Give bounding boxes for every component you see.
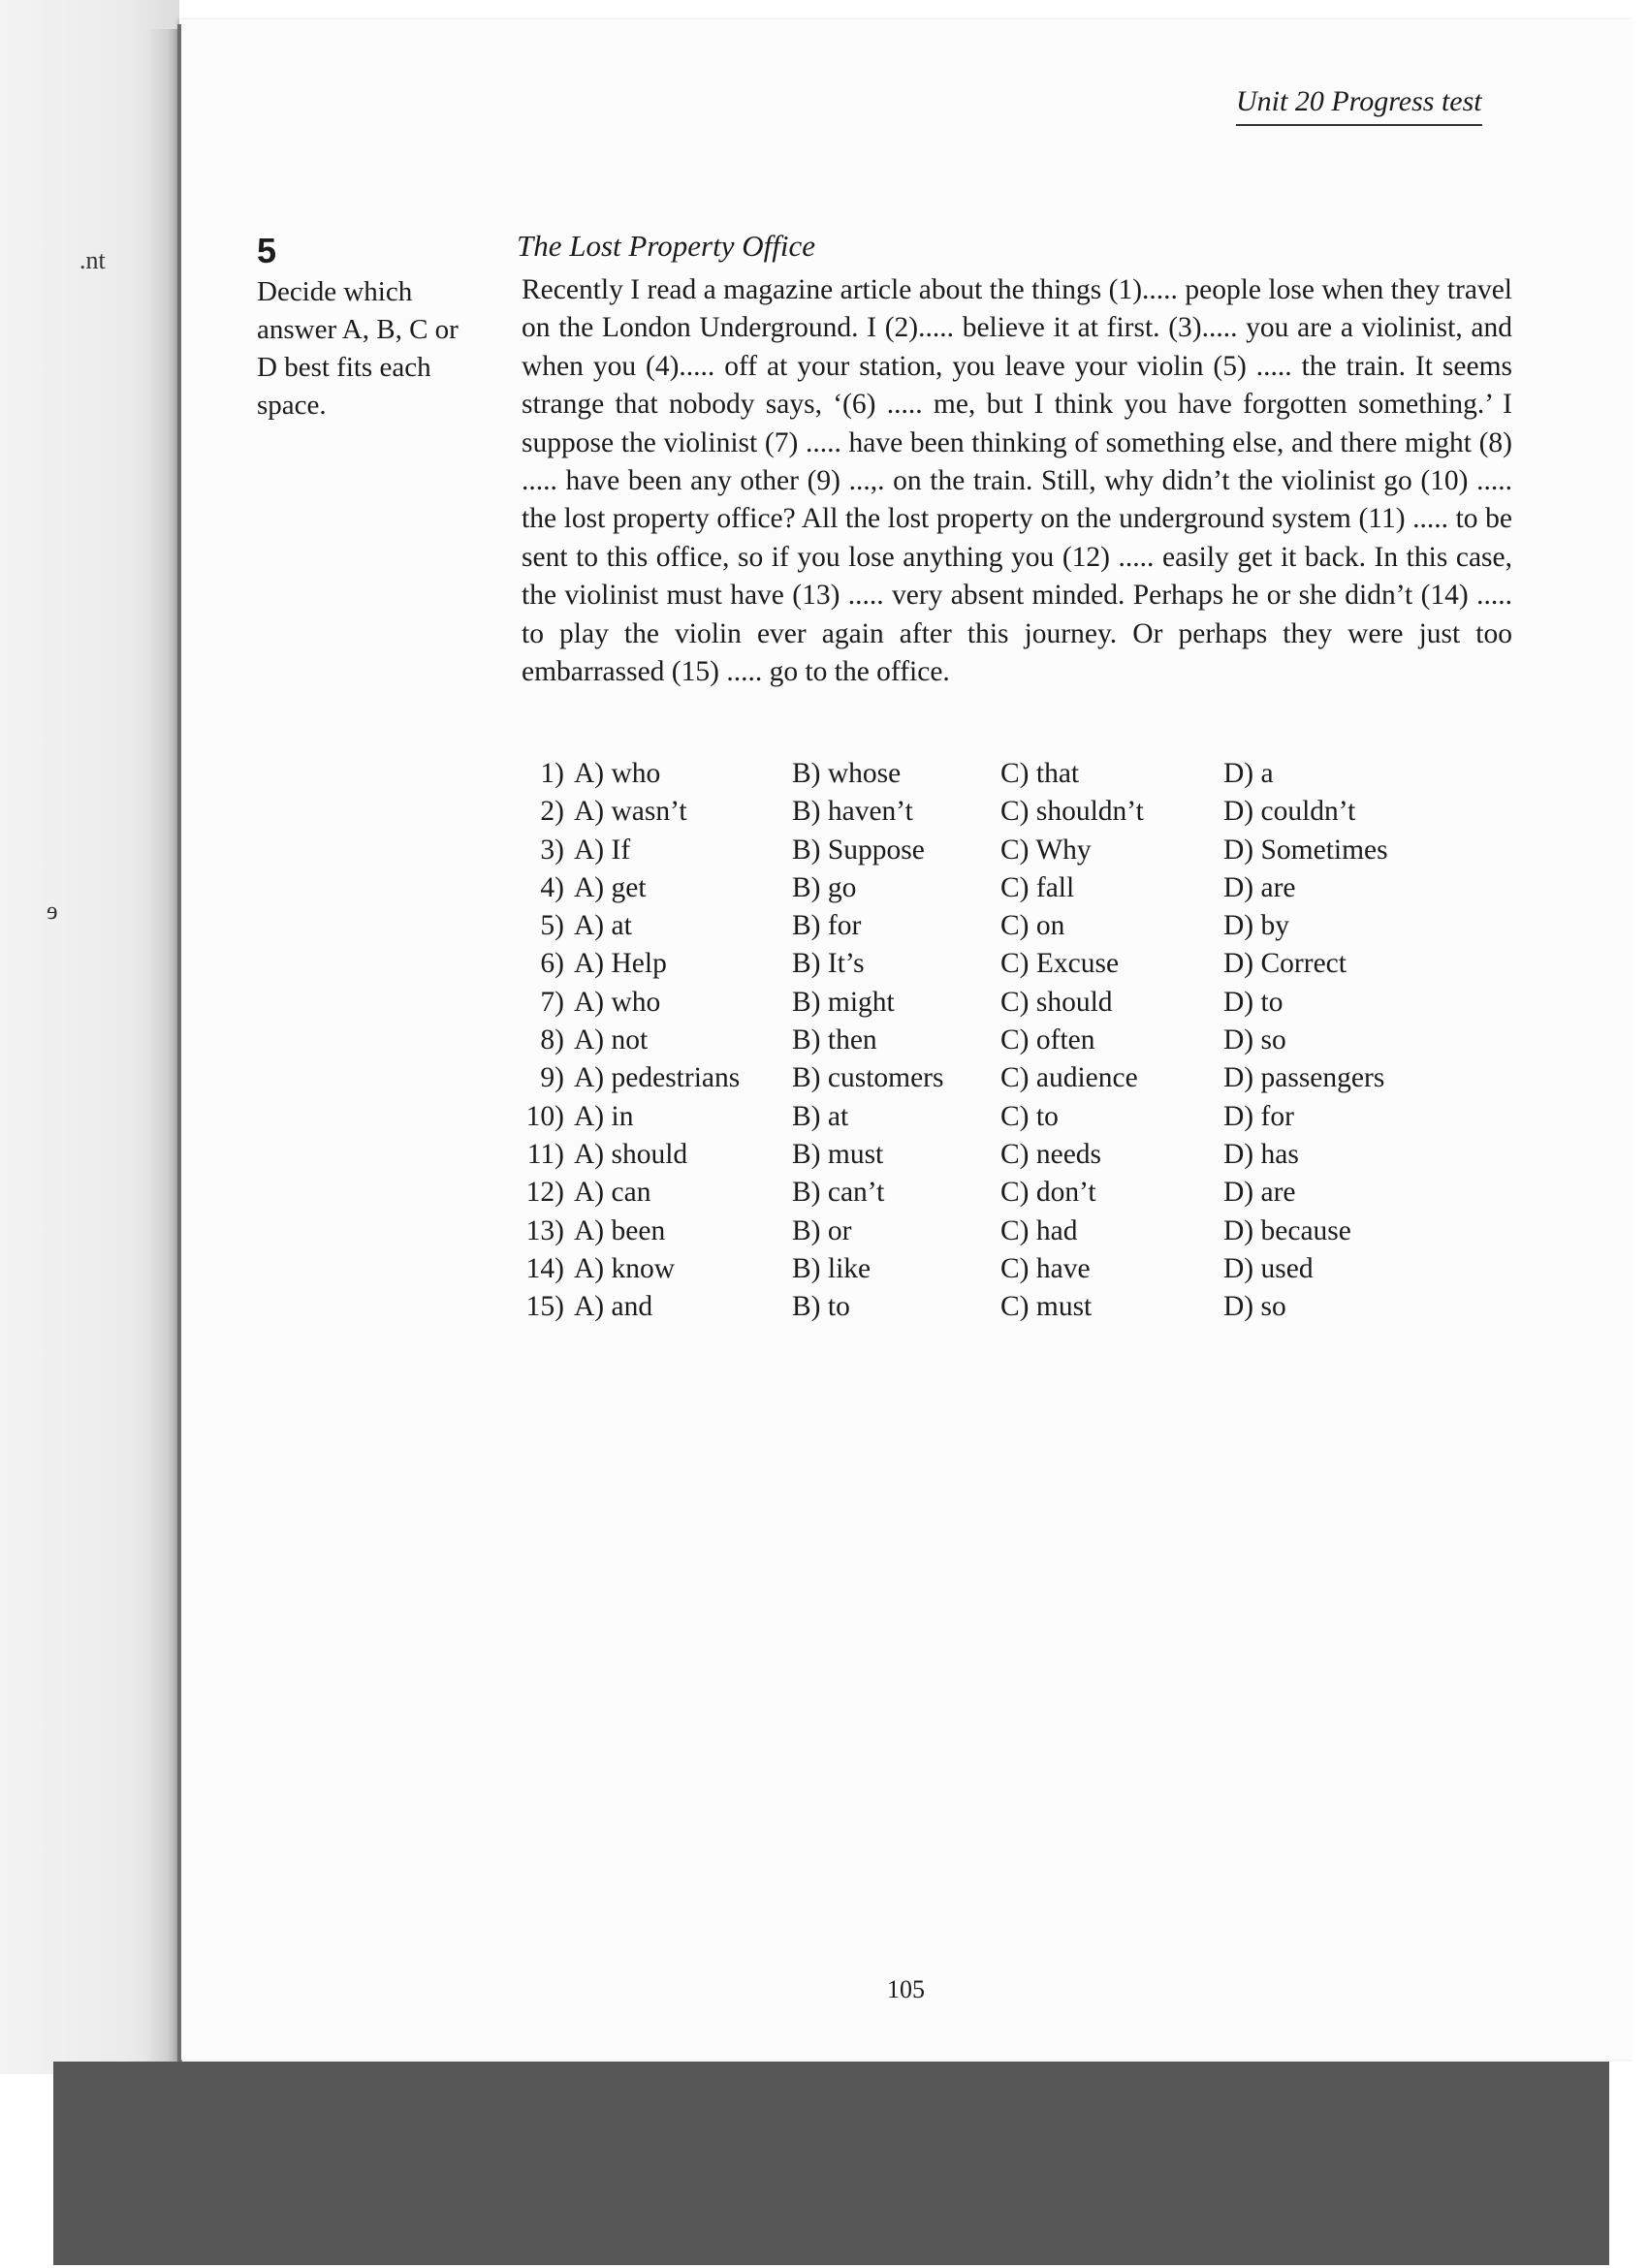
option-c: C) often <box>1000 1024 1095 1056</box>
option-c: C) don’t <box>1000 1177 1096 1209</box>
option-d: D) by <box>1223 910 1290 942</box>
option-b: B) or <box>792 1214 852 1246</box>
option-a: A) If <box>574 834 631 866</box>
option-b: B) like <box>792 1252 872 1284</box>
option-a: A) who <box>574 986 661 1018</box>
option-b: B) for <box>792 910 862 942</box>
scan-background <box>53 2062 1609 2265</box>
passage-text: Recently I read a magazine article about the things (1)..... people lose when they travel on the London Underground. I (2)..... believe it at first. (3)..... you are a violinist, and when you (4)..... off at your station, you leave your violin (5) ..... the train. It seems strange that nobody says, ‘(6) ..... me, but I think you have forgotten something.’ I suppose the violinist (7) ..... have been thinking of something else, and there might (8) ..... have been any other (9) ...,. on the train. Still, why didn’t the violinist go (10) ..... the lost property office? All the lost property on the underground system (11) ..... to be sent to this office, so if you lose anything you (12) ..... easily get it back. In this case, the violinist must have (13) ..... very absent minded. Perhaps he or she didn’t (14) ..... to play the violin ever again after this journey. Or perhaps they were just too embarrassed (15) ..... go to the office. <box>522 274 1512 688</box>
option-d: D) for <box>1223 1100 1294 1132</box>
question-number: 15) <box>525 1291 564 1323</box>
question-number: 6) <box>540 948 564 980</box>
question-number: 3) <box>540 834 564 866</box>
option-a: A) in <box>574 1100 634 1132</box>
option-b: B) must <box>792 1138 884 1170</box>
option-b: B) can’t <box>792 1177 885 1209</box>
option-c: C) that <box>1000 758 1080 789</box>
option-a: A) not <box>574 1024 649 1056</box>
option-a: A) know <box>574 1252 676 1284</box>
option-b: B) whose <box>792 758 902 789</box>
question-number: 13) <box>525 1214 564 1246</box>
option-c: C) to <box>1000 1100 1059 1132</box>
question-number: 7) <box>540 986 564 1018</box>
option-b: B) customers <box>792 1062 944 1094</box>
option-c: C) fall <box>1000 871 1075 903</box>
left-page-fragment: .nt <box>79 246 106 274</box>
option-a: A) Help <box>574 948 667 980</box>
option-c: C) had <box>1000 1214 1078 1246</box>
option-a: A) should <box>574 1138 688 1170</box>
option-c: C) have <box>1000 1252 1091 1284</box>
option-a: A) who <box>574 758 661 789</box>
option-a: A) and <box>574 1291 653 1323</box>
book-fold <box>177 24 181 2069</box>
option-b: B) go <box>792 871 857 903</box>
option-d: D) Correct <box>1223 948 1347 980</box>
option-a: A) get <box>574 871 647 903</box>
option-c: C) must <box>1000 1291 1093 1323</box>
option-b: B) Suppose <box>792 834 925 866</box>
option-a: A) been <box>574 1214 666 1246</box>
option-b: B) haven’t <box>792 796 913 828</box>
question-number: 14) <box>525 1252 564 1284</box>
option-d: D) so <box>1223 1024 1286 1056</box>
option-d: D) has <box>1223 1138 1299 1170</box>
question-number: 4) <box>540 871 564 903</box>
option-b: B) then <box>792 1024 877 1056</box>
question-number: 5) <box>540 910 564 942</box>
exercise-number: 5 <box>257 231 277 270</box>
option-b: B) at <box>792 1100 849 1132</box>
option-c: C) audience <box>1000 1062 1138 1094</box>
option-c: C) shouldn’t <box>1000 796 1144 828</box>
question-number: 12) <box>525 1177 564 1209</box>
question-number: 10) <box>525 1100 564 1132</box>
question-number: 8) <box>540 1024 564 1056</box>
option-d: D) passengers <box>1223 1062 1385 1094</box>
option-b: B) It’s <box>792 948 865 980</box>
option-a: A) can <box>574 1177 651 1209</box>
question-number: 2) <box>540 796 564 828</box>
option-b: B) might <box>792 986 895 1018</box>
option-d: D) are <box>1223 1177 1296 1209</box>
page-header: Unit 20 Progress test <box>1236 85 1482 126</box>
option-d: D) couldn’t <box>1223 796 1356 828</box>
option-c: C) should <box>1000 986 1113 1018</box>
option-c: C) Excuse <box>1000 948 1120 980</box>
option-d: D) Sometimes <box>1223 834 1388 866</box>
option-d: D) used <box>1223 1252 1314 1284</box>
option-c: C) needs <box>1000 1138 1102 1170</box>
option-d: D) a <box>1223 758 1274 789</box>
question-number: 11) <box>526 1138 564 1170</box>
page-number: 105 <box>887 1975 925 2003</box>
exercise-instructions: Decide which answer A, B, C or D best fits each space. <box>257 276 459 421</box>
option-a: A) pedestrians <box>574 1062 741 1094</box>
question-number: 1) <box>540 758 564 789</box>
option-c: C) Why <box>1000 834 1092 866</box>
option-a: A) wasn’t <box>574 796 687 828</box>
option-a: A) at <box>574 910 632 942</box>
option-d: D) so <box>1223 1291 1286 1323</box>
left-page-fragment: ɘ <box>47 897 58 925</box>
passage-title: The Lost Property Office <box>517 229 815 263</box>
question-number: 9) <box>540 1062 564 1094</box>
option-d: D) to <box>1223 986 1284 1018</box>
option-b: B) to <box>792 1291 850 1323</box>
option-d: D) because <box>1223 1214 1351 1246</box>
option-c: C) on <box>1000 910 1065 942</box>
option-d: D) are <box>1223 871 1296 903</box>
